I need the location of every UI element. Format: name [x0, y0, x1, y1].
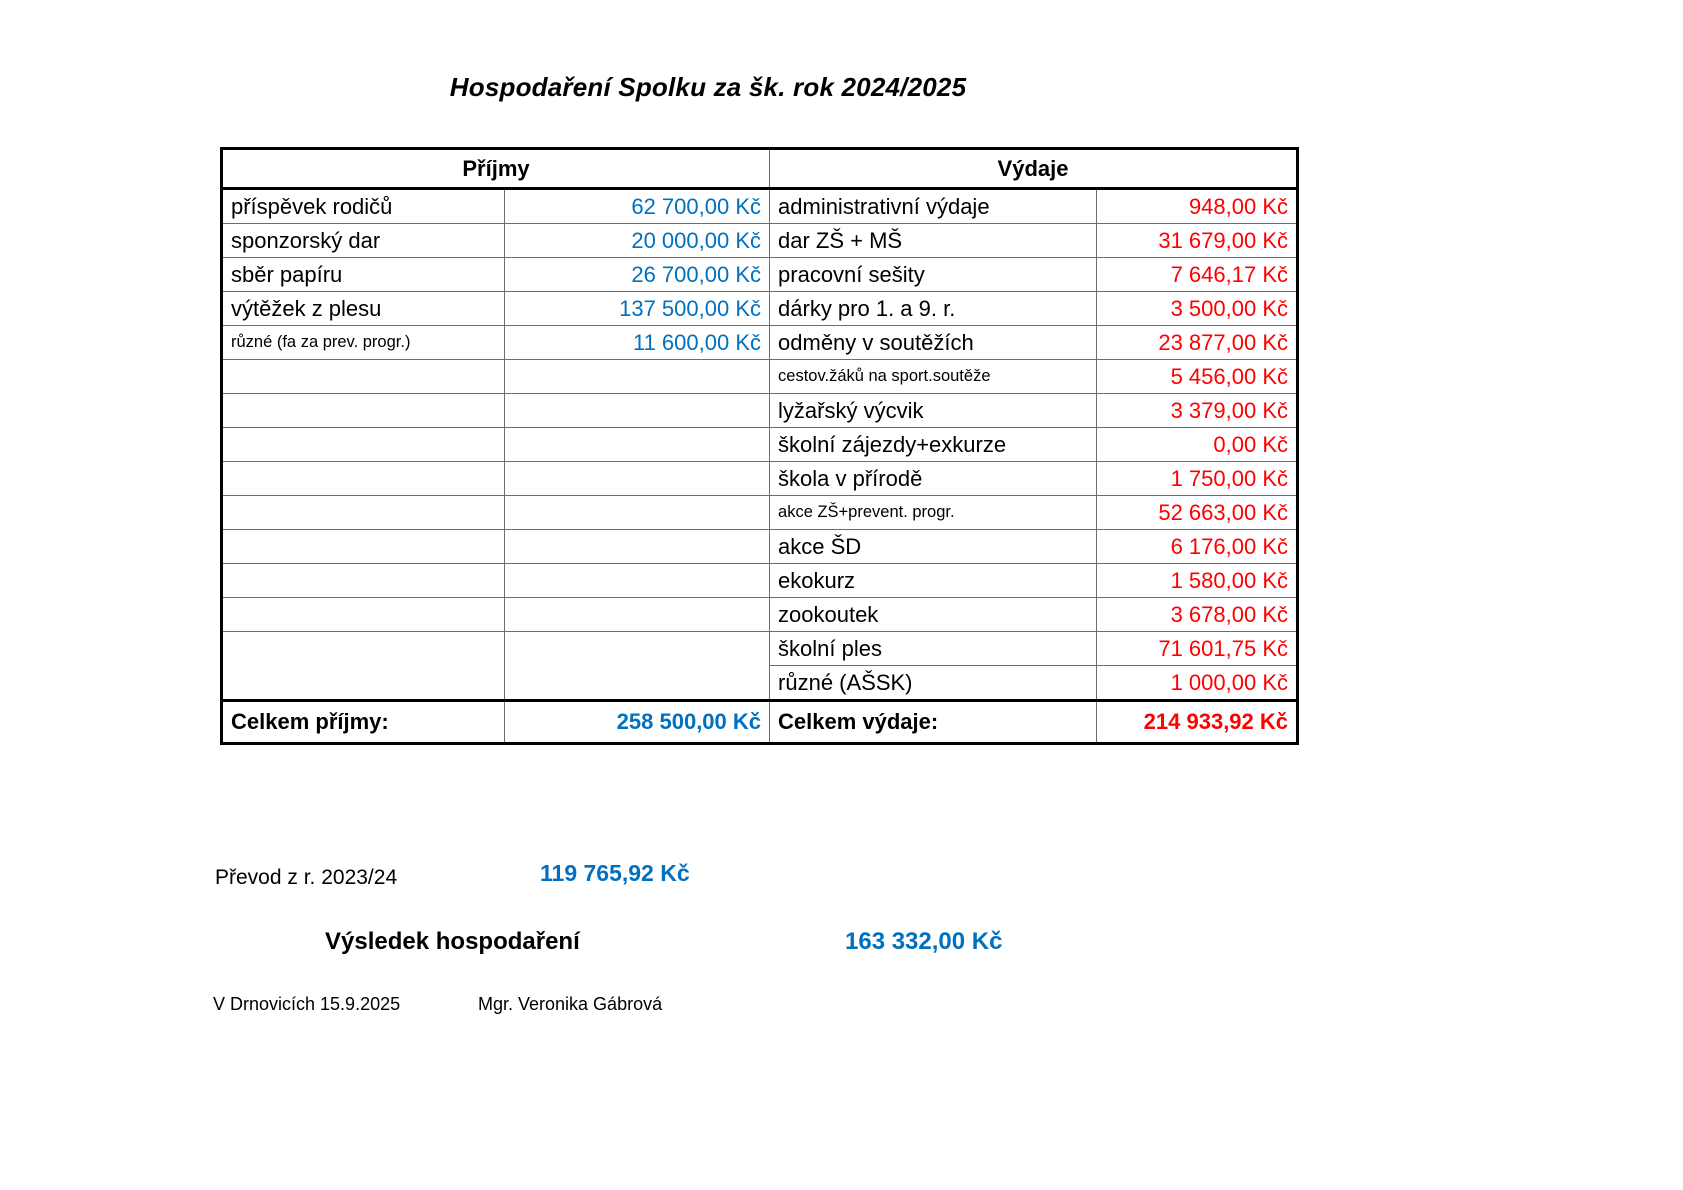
income-label-cell: sběr papíru: [222, 258, 505, 292]
expense-label-cell: akce ŠD: [770, 530, 1097, 564]
expense-label-cell: administrativní výdaje: [770, 189, 1097, 224]
expense-column-header: Výdaje: [770, 149, 1298, 189]
expense-label-cell: škola v přírodě: [770, 462, 1097, 496]
expense-amount-cell: 7 646,17 Kč: [1097, 258, 1298, 292]
income-amount-cell: [505, 360, 770, 394]
expense-label-cell: odměny v soutěžích: [770, 326, 1097, 360]
table-row: [222, 462, 1298, 496]
expense-amount-cell: 3 678,00 Kč: [1097, 598, 1298, 632]
expense-amount-cell: 71 601,75 Kč: [1097, 632, 1298, 666]
table-row: [222, 428, 1298, 462]
income-label-cell: [222, 462, 505, 496]
income-label-cell: [222, 428, 505, 462]
expense-label-cell: akce ZŠ+prevent. progr.: [770, 496, 1097, 530]
income-label-cell: [222, 632, 505, 701]
income-label-cell: výtěžek z plesu: [222, 292, 505, 326]
expense-amount-cell: 3 500,00 Kč: [1097, 292, 1298, 326]
income-label-cell: příspěvek rodičů: [222, 189, 505, 224]
expense-label-cell: zookoutek: [770, 598, 1097, 632]
expense-amount-cell: 0,00 Kč: [1097, 428, 1298, 462]
income-label-cell: [222, 598, 505, 632]
income-amount-cell: 11 600,00 Kč: [505, 326, 770, 360]
expense-label-cell: dárky pro 1. a 9. r.: [770, 292, 1097, 326]
income-amount-cell: [505, 598, 770, 632]
carryover-value: 119 765,92 Kč: [540, 860, 690, 886]
expense-amount-cell: 3 379,00 Kč: [1097, 394, 1298, 428]
header-row: [222, 149, 1298, 189]
total-expense-value: 214 933,92 Kč: [1097, 701, 1298, 744]
result-value: 163 332,00 Kč: [845, 928, 1003, 955]
table-row: [222, 564, 1298, 598]
table-row: [222, 360, 1298, 394]
income-label-cell: [222, 564, 505, 598]
income-amount-cell: [505, 394, 770, 428]
expense-amount-cell: 1 000,00 Kč: [1097, 666, 1298, 701]
table-row: [222, 258, 1298, 292]
result-label: Výsledek hospodaření: [325, 928, 580, 955]
expense-label-cell: pracovní sešity: [770, 258, 1097, 292]
table-row: [222, 530, 1298, 564]
income-amount-cell: [505, 564, 770, 598]
income-amount-cell: [505, 530, 770, 564]
total-expense-label: Celkem výdaje:: [770, 701, 1097, 744]
expense-amount-cell: 1 750,00 Kč: [1097, 462, 1298, 496]
income-label-cell: [222, 530, 505, 564]
table-row: [222, 394, 1298, 428]
expense-amount-cell: 31 679,00 Kč: [1097, 224, 1298, 258]
income-column-header: Příjmy: [222, 149, 770, 189]
total-income-value: 258 500,00 Kč: [505, 701, 770, 744]
income-amount-cell: [505, 496, 770, 530]
table-row: [222, 224, 1298, 258]
carryover-label: Převod z r. 2023/24: [215, 866, 398, 889]
table-row: [222, 632, 1298, 666]
expense-amount-cell: 23 877,00 Kč: [1097, 326, 1298, 360]
income-label-cell: sponzorský dar: [222, 224, 505, 258]
expense-label-cell: ekokurz: [770, 564, 1097, 598]
total-income-label: Celkem příjmy:: [222, 701, 505, 744]
income-amount-cell: 26 700,00 Kč: [505, 258, 770, 292]
income-label-cell: různé (fa za prev. progr.): [222, 326, 505, 360]
income-amount-cell: 62 700,00 Kč: [505, 189, 770, 224]
finance-table: [220, 147, 1299, 745]
expense-label-cell: lyžařský výcvik: [770, 394, 1097, 428]
expense-amount-cell: 6 176,00 Kč: [1097, 530, 1298, 564]
expense-amount-cell: 52 663,00 Kč: [1097, 496, 1298, 530]
expense-label-cell: různé (AŠSK): [770, 666, 1097, 701]
signature-text: Mgr. Veronika Gábrová: [478, 994, 663, 1014]
totals-row: [222, 701, 1298, 744]
table-row: [222, 598, 1298, 632]
income-label-cell: [222, 394, 505, 428]
table-row: [222, 292, 1298, 326]
income-amount-cell: [505, 462, 770, 496]
place-date-text: V Drnovicích 15.9.2025: [213, 994, 401, 1014]
expense-amount-cell: 5 456,00 Kč: [1097, 360, 1298, 394]
income-label-cell: [222, 496, 505, 530]
table-row: [222, 326, 1298, 360]
income-amount-cell: 137 500,00 Kč: [505, 292, 770, 326]
page-title: Hospodaření Spolku za šk. rok 2024/2025: [449, 72, 967, 102]
expense-label-cell: školní zájezdy+exkurze: [770, 428, 1097, 462]
expense-label-cell: školní ples: [770, 632, 1097, 666]
table-row: [222, 496, 1298, 530]
expense-label-cell: cestov.žáků na sport.soutěže: [770, 360, 1097, 394]
expense-amount-cell: 948,00 Kč: [1097, 189, 1298, 224]
income-amount-cell: [505, 428, 770, 462]
expense-label-cell: dar ZŠ + MŠ: [770, 224, 1097, 258]
income-label-cell: [222, 360, 505, 394]
expense-amount-cell: 1 580,00 Kč: [1097, 564, 1298, 598]
income-amount-cell: [505, 632, 770, 701]
income-amount-cell: 20 000,00 Kč: [505, 224, 770, 258]
table-row: [222, 189, 1298, 224]
